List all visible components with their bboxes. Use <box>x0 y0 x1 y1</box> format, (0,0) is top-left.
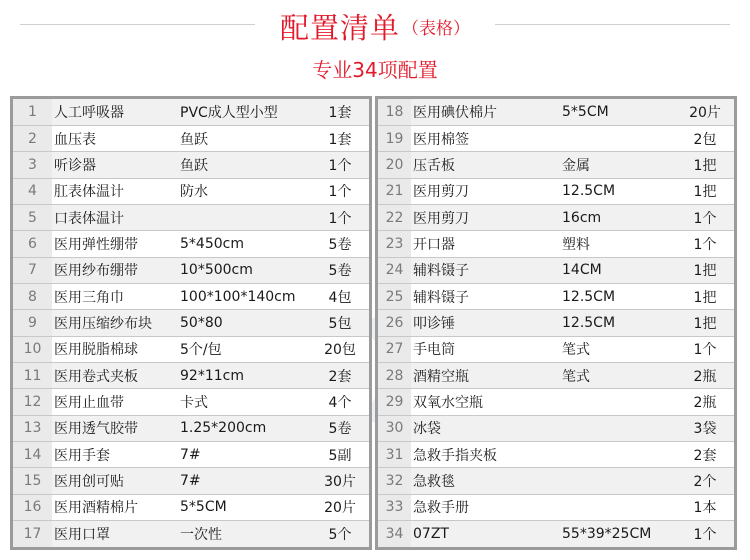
item-quantity: 5副 <box>311 441 369 467</box>
item-number: 3 <box>13 152 52 178</box>
item-number: 8 <box>13 283 52 309</box>
item-name: 医用卷式夹板 <box>52 362 174 388</box>
item-number: 20 <box>378 152 411 178</box>
item-spec: 55*39*25CM <box>556 521 676 548</box>
item-name: 叩诊锤 <box>411 310 556 336</box>
item-name: 酒精空瓶 <box>411 362 556 388</box>
table-row <box>378 178 734 204</box>
table-row <box>13 336 369 362</box>
item-name: 辅料镊子 <box>411 257 556 283</box>
item-number: 14 <box>13 441 52 467</box>
item-name: 人工呼吸器 <box>52 99 174 125</box>
item-quantity: 20包 <box>311 336 369 362</box>
item-name: 辅料镊子 <box>411 283 556 309</box>
item-spec <box>556 389 676 415</box>
item-number: 13 <box>13 415 52 441</box>
item-spec: 卡式 <box>174 389 311 415</box>
item-quantity: 5卷 <box>311 257 369 283</box>
item-name: 医用碘伏棉片 <box>411 99 556 125</box>
item-spec: 笔式 <box>556 362 676 388</box>
item-spec: 16cm <box>556 204 676 230</box>
page-title: 配置清单 <box>279 11 400 45</box>
item-number: 19 <box>378 125 411 151</box>
item-number: 2 <box>13 125 52 151</box>
item-spec: 7# <box>174 441 311 467</box>
item-spec: 防水 <box>174 178 311 204</box>
item-quantity: 30片 <box>311 468 369 494</box>
item-quantity: 1个 <box>311 152 369 178</box>
item-spec: 笔式 <box>556 336 676 362</box>
item-number: 22 <box>378 204 411 230</box>
item-quantity: 20片 <box>676 99 734 125</box>
item-spec <box>556 494 676 520</box>
table-row <box>378 231 734 257</box>
item-name: 医用剪刀 <box>411 204 556 230</box>
item-quantity: 5卷 <box>311 231 369 257</box>
item-name: 医用棉签 <box>411 125 556 151</box>
item-quantity: 4包 <box>311 283 369 309</box>
item-name: 医用弹性绷带 <box>52 231 174 257</box>
table-row <box>13 494 369 520</box>
item-number: 15 <box>13 468 52 494</box>
table-row <box>13 204 369 230</box>
table-row <box>13 415 369 441</box>
item-name: 开口器 <box>411 231 556 257</box>
item-number: 1 <box>13 99 52 125</box>
table-row <box>13 521 369 548</box>
item-number: 23 <box>378 231 411 257</box>
item-number: 33 <box>378 494 411 520</box>
item-quantity: 1个 <box>676 204 734 230</box>
item-quantity: 1把 <box>676 310 734 336</box>
item-quantity: 5卷 <box>311 415 369 441</box>
items-table-right <box>378 99 734 547</box>
table-row <box>378 441 734 467</box>
item-number: 18 <box>378 99 411 125</box>
table-row <box>13 152 369 178</box>
item-quantity: 1个 <box>311 178 369 204</box>
item-number: 4 <box>13 178 52 204</box>
table-row <box>378 362 734 388</box>
item-quantity: 1个 <box>676 231 734 257</box>
table-row <box>378 310 734 336</box>
item-spec: 7# <box>174 468 311 494</box>
item-quantity: 1套 <box>311 125 369 151</box>
item-name: 急救手指夹板 <box>411 441 556 467</box>
item-number: 34 <box>378 521 411 548</box>
item-quantity: 20片 <box>311 494 369 520</box>
item-number: 12 <box>13 389 52 415</box>
item-name: 医用三角巾 <box>52 283 174 309</box>
item-name: 血压表 <box>52 125 174 151</box>
table-row <box>13 310 369 336</box>
item-name: 医用止血带 <box>52 389 174 415</box>
item-name: 听诊器 <box>52 152 174 178</box>
page-subtitle: 专业34项配置 <box>312 58 438 82</box>
item-quantity: 2套 <box>676 441 734 467</box>
page-title-suffix: （表格） <box>402 19 470 39</box>
item-name: 07ZT <box>411 521 556 548</box>
item-name: 急救手册 <box>411 494 556 520</box>
item-number: 28 <box>378 362 411 388</box>
table-row <box>378 521 734 548</box>
table-row <box>13 283 369 309</box>
item-spec: 12.5CM <box>556 178 676 204</box>
item-number: 5 <box>13 204 52 230</box>
items-table-left <box>13 99 369 547</box>
table-row <box>13 178 369 204</box>
item-name: 肛表体温计 <box>52 178 174 204</box>
item-spec: 鱼跃 <box>174 125 311 151</box>
table-row <box>378 125 734 151</box>
item-spec: 塑料 <box>556 231 676 257</box>
item-spec <box>556 441 676 467</box>
item-spec: 92*11cm <box>174 362 311 388</box>
item-spec: 金属 <box>556 152 676 178</box>
table-row <box>378 415 734 441</box>
item-number: 30 <box>378 415 411 441</box>
item-spec: 5*5CM <box>174 494 311 520</box>
table-row <box>378 204 734 230</box>
item-spec <box>174 204 311 230</box>
item-quantity: 5包 <box>311 310 369 336</box>
table-row <box>378 283 734 309</box>
table-row <box>13 362 369 388</box>
item-spec <box>556 415 676 441</box>
item-spec <box>556 468 676 494</box>
item-name: 口表体温计 <box>52 204 174 230</box>
item-quantity: 1个 <box>311 204 369 230</box>
item-quantity: 2包 <box>676 125 734 151</box>
table-row <box>13 441 369 467</box>
item-quantity: 2套 <box>311 362 369 388</box>
item-name: 医用口罩 <box>52 521 174 548</box>
item-spec: 12.5CM <box>556 310 676 336</box>
table-row <box>378 336 734 362</box>
item-quantity: 1把 <box>676 152 734 178</box>
table-row <box>13 389 369 415</box>
item-number: 7 <box>13 257 52 283</box>
item-name: 医用创可贴 <box>52 468 174 494</box>
item-name: 手电筒 <box>411 336 556 362</box>
item-spec: 5*5CM <box>556 99 676 125</box>
item-quantity: 1个 <box>676 336 734 362</box>
item-name: 冰袋 <box>411 415 556 441</box>
item-number: 31 <box>378 441 411 467</box>
item-name: 医用剪刀 <box>411 178 556 204</box>
item-number: 10 <box>13 336 52 362</box>
item-spec: 12.5CM <box>556 283 676 309</box>
item-name: 医用透气胶带 <box>52 415 174 441</box>
table-row <box>378 468 734 494</box>
item-number: 24 <box>378 257 411 283</box>
item-name: 医用手套 <box>52 441 174 467</box>
item-quantity: 2个 <box>676 468 734 494</box>
item-number: 6 <box>13 231 52 257</box>
item-spec: 鱼跃 <box>174 152 311 178</box>
item-name: 急救毯 <box>411 468 556 494</box>
item-quantity: 2瓶 <box>676 389 734 415</box>
item-number: 17 <box>13 521 52 548</box>
table-row <box>13 468 369 494</box>
item-name: 医用压缩纱布块 <box>52 310 174 336</box>
table-row <box>13 257 369 283</box>
item-spec: 5个/包 <box>174 336 311 362</box>
item-quantity: 2瓶 <box>676 362 734 388</box>
item-name: 双氧水空瓶 <box>411 389 556 415</box>
table-row <box>378 152 734 178</box>
item-spec: 一次性 <box>174 521 311 548</box>
item-number: 29 <box>378 389 411 415</box>
config-table-left <box>10 96 372 550</box>
table-row <box>13 125 369 151</box>
item-name: 医用纱布绷带 <box>52 257 174 283</box>
item-quantity: 3袋 <box>676 415 734 441</box>
table-row <box>13 99 369 125</box>
item-number: 32 <box>378 468 411 494</box>
item-number: 11 <box>13 362 52 388</box>
table-row <box>378 99 734 125</box>
item-number: 26 <box>378 310 411 336</box>
page-header <box>0 0 750 95</box>
item-name: 医用酒精棉片 <box>52 494 174 520</box>
table-row <box>378 257 734 283</box>
item-quantity: 1套 <box>311 99 369 125</box>
item-quantity: 1把 <box>676 283 734 309</box>
item-number: 21 <box>378 178 411 204</box>
item-spec: 14CM <box>556 257 676 283</box>
item-spec: 1.25*200cm <box>174 415 311 441</box>
item-number: 9 <box>13 310 52 336</box>
table-row <box>378 494 734 520</box>
item-number: 25 <box>378 283 411 309</box>
item-quantity: 1本 <box>676 494 734 520</box>
item-name: 压舌板 <box>411 152 556 178</box>
item-spec: PVC成人型小型 <box>174 99 311 125</box>
item-number: 16 <box>13 494 52 520</box>
item-number: 27 <box>378 336 411 362</box>
item-spec: 10*500cm <box>174 257 311 283</box>
item-quantity: 1把 <box>676 257 734 283</box>
config-table-right <box>375 96 737 550</box>
title-row <box>0 6 750 47</box>
item-quantity: 1个 <box>676 521 734 548</box>
item-quantity: 1把 <box>676 178 734 204</box>
item-name: 医用脱脂棉球 <box>52 336 174 362</box>
table-row <box>378 389 734 415</box>
item-spec: 5*450cm <box>174 231 311 257</box>
item-quantity: 4个 <box>311 389 369 415</box>
table-row <box>13 231 369 257</box>
item-spec: 100*100*140cm <box>174 283 311 309</box>
item-quantity: 5个 <box>311 521 369 548</box>
item-spec: 50*80 <box>174 310 311 336</box>
item-spec <box>556 125 676 151</box>
